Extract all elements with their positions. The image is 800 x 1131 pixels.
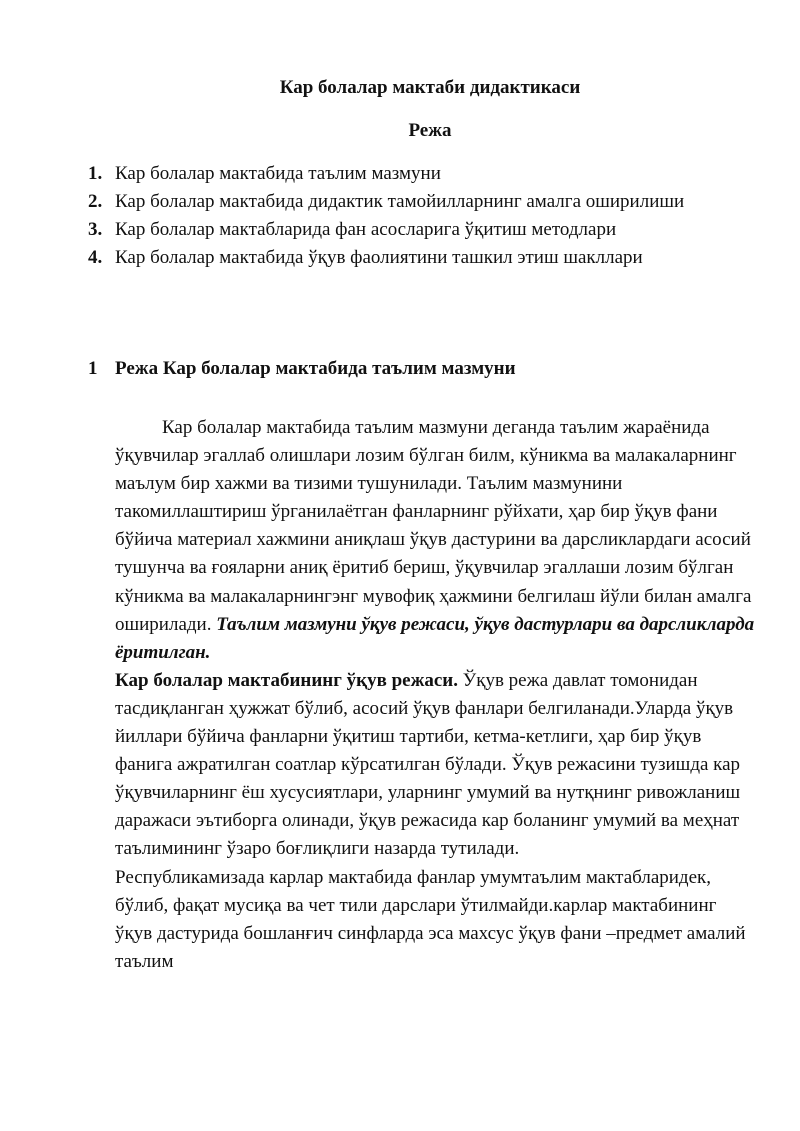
paragraph-lead: Кар болалар мактабининг ўқув режаси. <box>115 669 459 691</box>
plan-item-number: 1. <box>88 163 103 184</box>
paragraph-republic <box>115 864 755 976</box>
paragraph-curriculum <box>115 667 755 864</box>
section-number: 1 <box>88 358 98 379</box>
body-text <box>115 414 755 976</box>
plan-item-text: Кар болалар мактабларида фан асосларига ўқитиш методлари <box>115 219 617 240</box>
plan-item <box>88 216 748 244</box>
section-heading <box>88 358 516 380</box>
plan-list <box>88 160 748 272</box>
plan-item <box>88 188 748 216</box>
plan-item-number: 2. <box>88 191 103 212</box>
paragraph-text: Кар болалар мактабида таълим мазмуни деганда таълим жараёнида ўқувчилар эгаллаб олишлари лозим бўлган билм, кўникма ва малакаларнинг маълум бир хажми ва тизими тушунилади. Таълим мазмунини такомиллаштириш ўрганилаётган фанларнинг рўйхати, ҳар бир ўқув фани бўйича материал хажмини аниқлаш ўқув дастурини ва дарсликлардаги асосий тушунча ва ғояларни аниқ ёритиб бериш, ўқувчилар эгаллаши лозим бўлган кўникма ва малакаларнингэнг мувофиқ ҳажмини белгилаш йўли билан амалга оширилади. <box>115 417 752 635</box>
paragraph-text: Республикамизада карлар мактабида фанлар умумтаълим мактабларидек, бўлиб, фақат мусиқа ва чет тили дарслари ўтилмайди.карлар мактабининг ўқув дастурида бошланғич синфларда эса махсус ўқув фани –предмет амалий таълим <box>115 866 746 972</box>
plan-item-number: 3. <box>88 219 103 240</box>
plan-item-text: Кар болалар мактабида таълим мазмуни <box>115 163 441 184</box>
plan-item-number: 4. <box>88 247 103 268</box>
plan-item-text: Кар болалар мактабида дидактик тамойилларнинг амалга оширилиши <box>115 191 685 212</box>
paragraph-content <box>115 414 755 667</box>
plan-item <box>88 160 748 188</box>
document-title: Кар болалар мактаби дидактикаси <box>279 77 581 98</box>
section-title: Режа Кар болалар мактабида таълим мазмуни <box>115 358 516 379</box>
document-subtitle: Режа <box>408 120 452 141</box>
plan-item <box>88 244 748 272</box>
paragraph-text: Ўқув режа давлат томонидан тасдиқланган ҳужжат бўлиб, асосий ўқув фанлари белгиланади.Уларда ўқув йиллари бўйича фанларни ўқитиш тартиби, кетма-кетлиги, ҳар бир ўқув фанига ажратилган соатлар кўрсатилган бўлади. Ўқув режасини тузишда кар ўқувчиларнинг ёш хусусиятлари, уларнинг умумий ва нутқнинг ривожланиш даражаси эътиборга олинади, ўқув режасида кар боланинг умумий ва меҳнат таълимининг ўзаро боғлиқлиги назарда тутилади. <box>115 669 741 860</box>
plan-item-text: Кар болалар мактабида ўқув фаолиятини ташкил этиш шакллари <box>115 247 643 268</box>
paragraph-emphasis: Таълим мазмуни ўқув режаси, ўқув дастурлари ва дарсликларда ёритилган. <box>115 613 755 663</box>
